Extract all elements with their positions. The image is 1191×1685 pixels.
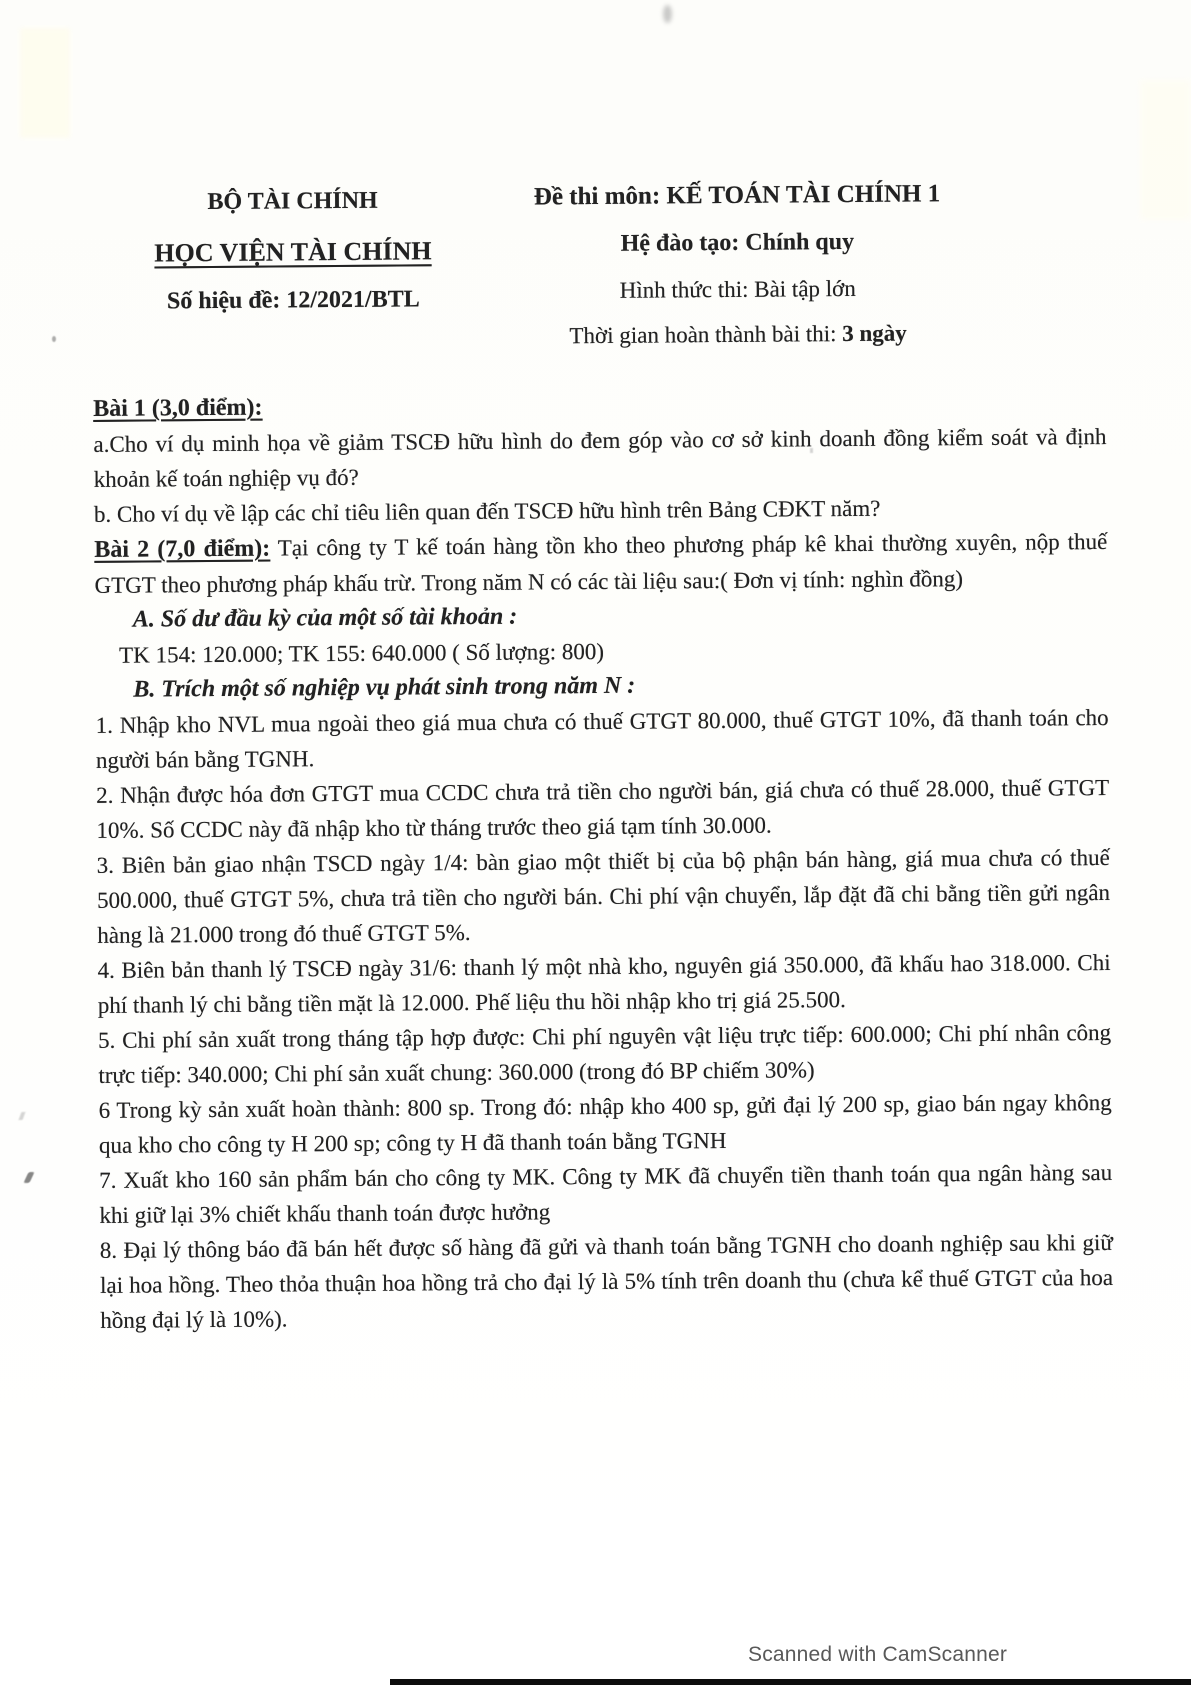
camscanner-bottom-bar: [390, 1679, 1191, 1685]
academy-name: HỌC VIỆN TÀI CHÍNH: [154, 236, 432, 268]
exam-duration-value: 3 ngày: [842, 320, 907, 347]
transaction-item-2: 2. Nhận được hóa đơn GTGT mua CCDC chưa trả tiền cho người bán, giá chưa có thuế 28.000, thuế GTGT 10%. Số CCDC này đã nhập kho từ tháng trước theo giá tạm tính 30.000.: [96, 774, 1110, 843]
transaction-item-4: 4. Biên bản thanh lý TSCĐ ngày 31/6: thanh lý một nhà kho, nguyên giá 350.000, đã khấu hao 318.000. Chi phí thanh lý chi bằng tiền mặt là 12.000. Phế liệu thu hồi nhập kho trị giá 25.500.: [97, 949, 1111, 1018]
exam-subject-label: Đề thi môn:: [533, 182, 661, 211]
transaction-item-8: 8. Đại lý thông báo đã bán hết được số hàng đã gửi và thanh toán bằng TGNH cho doanh nghiệp sau khi giữ lại hoa hồng. Theo thỏa thuận hoa hồng trả cho đại lý là 5% tính trên doanh thu (chưa kể thuế GTGT của hoa hồng đại lý là 10%).: [99, 1229, 1114, 1333]
exam-format: Hình thức thi: Bài tập lớn: [619, 275, 856, 303]
section-a-balances: TK 154: 120.000; TK 155: 640.000 ( Số lượng: 800): [119, 638, 605, 668]
header-left: [124, 187, 461, 316]
bai2-heading: Bài 2 (7,0 điểm):: [94, 535, 271, 563]
bai2-intro: Tại công ty T kế toán hàng tồn kho theo phương pháp kê khai thường xuyên, nộp thuế GTGT theo phương pháp khấu trừ. Trong năm N có các tài liệu sau:( Đơn vị tính: nghìn đồng): [94, 528, 1108, 598]
exam-subject-value: KẾ TOÁN TÀI CHÍNH 1: [666, 180, 941, 210]
training-system: Hệ đào tạo: Chính quy: [620, 228, 855, 257]
exam-body: [93, 384, 1113, 1338]
transaction-item-6: 6 Trong kỳ sản xuất hoàn thành: 800 sp. Trong đó: nhập kho 400 sp, gửi đại lý 200 sp, giao bán ngay không qua kho cho công ty H 200 sp; công ty H đã thanh toán bằng TGNH: [98, 1089, 1112, 1158]
bai2-paragraph: [94, 524, 1108, 603]
header-right: [464, 180, 1010, 350]
bai1-item-b: b. Cho ví dụ về lập các chỉ tiêu liên quan đến TSCĐ hữu hình trên Bảng CĐKT năm?: [93, 495, 881, 527]
exam-subject-line: [464, 180, 1009, 212]
exam-code: Số hiệu đề: 12/2021/BTL: [166, 286, 420, 315]
camscanner-watermark: Scanned with CamScanner: [748, 1643, 1008, 1666]
bai1-item-a: a.Cho ví dụ minh họa về giảm TSCĐ hữu hình do đem góp vào cơ sở kinh doanh đồng kiểm soát và định khoản kế toán nghiệp vụ đó?: [93, 423, 1107, 492]
bai1-heading: Bài 1 (3,0 điểm):: [93, 394, 263, 422]
ministry-name: BỘ TÀI CHÍNH: [207, 187, 378, 216]
transaction-item-1: 1. Nhập kho NVL mua ngoài theo giá mua chưa có thuế GTGT 80.000, thuế GTGT 10%, đã thanh toán cho người bán bằng TGNH.: [95, 704, 1109, 773]
exam-duration-label: Thời gian hoàn thành bài thi:: [569, 321, 837, 349]
transaction-item-3: 3. Biên bản giao nhận TSCD ngày 1/4: bàn giao một thiết bị của bộ phận bán hàng, giá mua chưa có thuế 500.000, thuế GTGT 5%, chưa trả tiền cho người bán. Chi phí vận chuyển, lắp đặt đã chi bằng tiền gửi ngân hàng là 21.000 trong đó thuế GTGT 5%.: [96, 844, 1111, 948]
section-b-heading: B. Trích một số nghiệp vụ phát sinh trong năm N :: [133, 672, 636, 703]
transaction-item-7: 7. Xuất kho 160 sản phẩm bán cho công ty MK. Công ty MK đã chuyển tiền thanh toán qua ngân hàng sau khi giữ lại 3% chiết khấu thanh toán được hưởng: [99, 1159, 1113, 1228]
section-a-heading: A. Số dư đầu kỳ của một số tài khoản :: [132, 603, 518, 633]
exam-duration-line: [466, 320, 1011, 350]
transaction-item-5: 5. Chi phí sản xuất trong tháng tập hợp được: Chi phí nguyên vật liệu trực tiếp: 600.000; Chi phí nhân công trực tiếp: 340.000; Chi phí sản xuất chung: 360.000 (trong đó BP chiếm 30%): [98, 1019, 1112, 1088]
